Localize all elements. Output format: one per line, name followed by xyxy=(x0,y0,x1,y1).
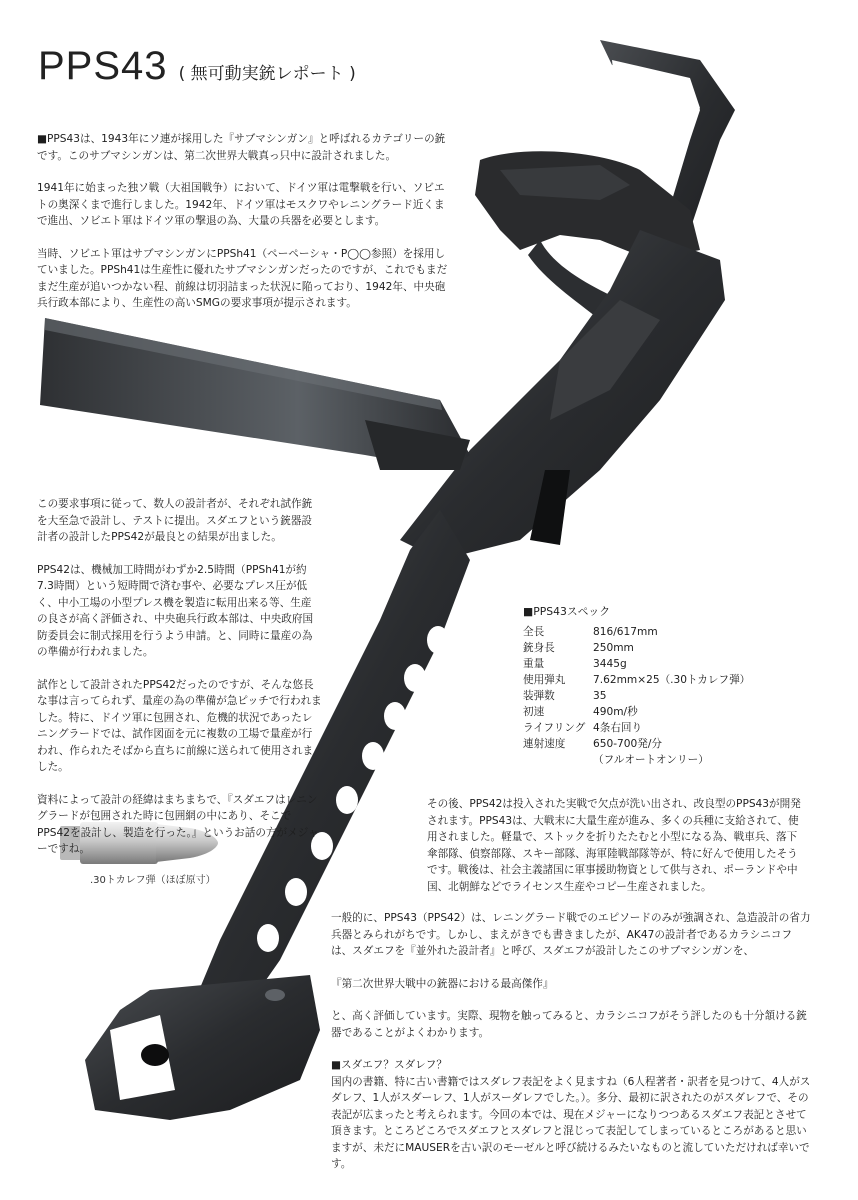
spec-row: 銃身長 250mm xyxy=(523,641,634,654)
intro-paragraph: 当時、ソビエト軍はサブマシンガンにPPSh41（ペーペーシャ・P◯◯参照）を採用していました。PPSh41は生産性に優れたサブマシンガンだったのですが、これでもまだまだ生産が追いつかない程、前線は切羽詰まった状況に陥っており、1942年、中央砲兵行政本部により、生産性の高いSMGの要求事項が提示されます。 xyxy=(37,247,448,309)
mid-paragraph: PPS42は、機械加工時間がわずか2.5時間（PPSh41が約7.3時間）という短時間で済む事や、必要なプレス圧が低く、中小工場の小型プレス機を製造に転用出来る等、生産の良さが高く評価され、中央砲兵行政本部は、中央政府国防委員会に制式採用を行うよう申請。と、同時に量産の為の準備が行われました。 xyxy=(37,563,314,658)
spec-row: 重量 3445g xyxy=(523,657,627,670)
spec-row: 初速 490m/秒 xyxy=(523,705,638,718)
postwar-section xyxy=(427,796,807,911)
title-main: PPS43 xyxy=(38,44,168,88)
spec-row: 使用弾丸 7.62mm×25（.30トカレフ弾） xyxy=(523,673,751,686)
spec-table xyxy=(523,604,823,768)
muzzle-and-stock-loop xyxy=(85,975,320,1120)
spec-title: ■PPS43スペック xyxy=(523,605,611,618)
intro-section xyxy=(37,131,449,328)
spec-row: 装弾数 35 xyxy=(523,689,607,702)
name-note-paragraph: ■スダエフ？スダレフ？ 国内の書籍、特に古い書籍ではスダレフ表記をよく見ますね（6人程著者・訳者を見つけて、4人がスダレフ、1人がスダーレフ、1人がスーダレフでした。）。多分、最初に訳されたのがスダレフで、その表記が広まったと考えられます。今回の本では、現在メジャーになりつつあるスダエフ表記とさせて頂きます。ところどころでスダエフとスダレフと混じって表記してしまっているところがあると思いますが、未だにMAUSERを古い訳のモーゼルと呼び続けるみたいなものと流していただければ幸いです。 xyxy=(331,1059,811,1170)
mid-paragraph: 資料によって設計の経緯はまちまちで、『スダエフはレニングラードが包囲された時に包囲網の中にあり、そこでPPS42を設計し、製造を行った。』というお話の方がメジャーですね。 xyxy=(37,793,319,855)
intro-paragraph: ■PPS43は、1943年にソ連が採用した『サブマシンガン』と呼ばれるカテゴリーの銃です。このサブマシンガンは、第二次世界大戦真っ只中に設計されました。 xyxy=(37,133,446,162)
development-section xyxy=(37,496,322,874)
evaluation-section xyxy=(331,910,811,1189)
spec-row: 連射速度 650-700発/分 xyxy=(523,737,663,750)
bullet-caption: .30トカレフ弾（ほぼ原寸） xyxy=(90,875,216,886)
postwar-paragraph: その後、PPS42は投入された実戦で欠点が洗い出され、改良型のPPS43が開発されます。PPS43は、大戦末に大量生産が進み、多くの兵種に支給されて、使用されました。軽量で、ストックを折りたたむと小型になる為、戦車兵、落下傘部隊、偵察部隊、スキー部隊、海軍陸戦部隊等が、特に好んで使用したそうです。戦後は、社会主義諸国に軍事援助物資として供与され、ポーランドや中国、北朝鮮などでライセンス生産やコピー生産されました。 xyxy=(427,798,801,893)
evaluation-paragraph: と、高く評価しています。実際、現物を触ってみると、カラシニコフがそう評したのも十分頷ける銃器であることがよくわかります。 xyxy=(331,1010,807,1039)
evaluation-paragraph: 一般的に、PPS43（PPS42）は、レニングラード戦でのエピソードのみが強調され、急造設計の省力兵器とみられがちです。しかし、まえがきでも書きましたが、AK47の設計者であるカラシニコフは、スダエフを『並外れた設計者』と呼び、スダエフが設計したこのサブマシンガンを、 xyxy=(331,912,811,957)
title-subtitle: ( 無可動実銃レポート ) xyxy=(178,64,356,84)
intro-paragraph: 1941年に始まった独ソ戦（大祖国戦争）において、ドイツ軍は電撃戦を行い、ソビエトの奥深くまで進行しました。1942年、ドイツ軍はモスクワやレニングラード近くまで進出、ソビエト軍はドイツ軍の撃退の為、大量の兵器を必要とします。 xyxy=(37,182,445,227)
page-title xyxy=(38,44,356,89)
spec-row: （フルオートオンリー） xyxy=(593,753,709,766)
quote-paragraph: 『第二次世界大戦中の銃器における最高傑作』 xyxy=(331,977,554,990)
spec-row: 全長 816/617mm xyxy=(523,625,658,638)
spec-row: ライフリング 4条右回り xyxy=(523,721,643,734)
magazine xyxy=(40,318,470,470)
mid-paragraph: 試作として設計されたPPS42だったのですが、そんな悠長な事は言ってられず、量産の為の準備が急ピッチで行われました。特に、ドイツ軍に包囲され、危機的状況であったレニングラードでは、試作図面を元に複数の工場で量産が行われ、作られたそばから直ちに前線に送られて使用されました。 xyxy=(37,678,322,773)
mid-paragraph: この要求事項に従って、数人の設計者が、それぞれ試作銃を大至急で設計し、テストに提出。スダエフという銃器設計者の設計したPPS42が最良との結果が出ました。 xyxy=(37,498,313,543)
